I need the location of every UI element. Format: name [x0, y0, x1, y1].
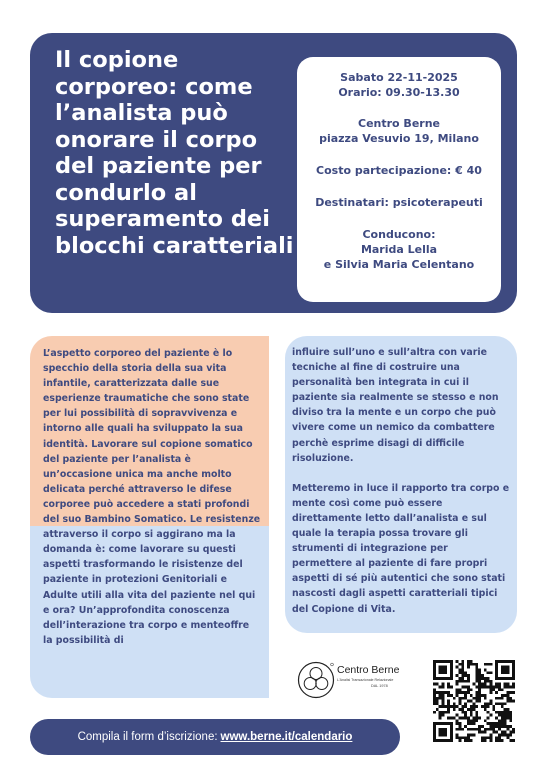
logo-name: Centro Berne [337, 664, 400, 676]
body-text-right [292, 345, 510, 617]
event-date: Sabato 22-11-2025 [340, 71, 458, 84]
leaders-label: Conducono: [362, 228, 436, 241]
centro-berne-logo-icon [296, 660, 336, 700]
footer-prefix: Compila il form d’iscrizione: [77, 731, 218, 743]
centro-berne-logo [296, 660, 421, 700]
logo-tagline: L’Analisi Transazionale Relazionale [337, 678, 394, 682]
qr-code-icon[interactable] [433, 660, 515, 742]
venue-name: Centro Berne [358, 117, 440, 130]
leader-1: Marida Lella [360, 243, 438, 256]
body-paragraph-2: Metteremo in luce il rapporto tra corpo e mente così come può essere direttamente letto dall’analista e sul quale la terapia possa trovare gli strumenti di integrazione per permettere al paziente di fare propri aspetti di sé più autentici che sono stati nascosti dagli aspetti caratteriali tipici del Copione di Vita. [292, 482, 510, 615]
event-audience: Destinatari: psicoterapeuti [315, 196, 483, 209]
page-title: Il copione corporeo: come l’analista può onorare il corpo del paziente per condurlo al superamento dei blocchi caratteriali [55, 47, 294, 259]
logo-since: DAL 1978 [371, 684, 388, 688]
event-cost: Costo partecipazione: € 40 [316, 164, 482, 177]
event-info-card [297, 57, 501, 302]
calendar-link[interactable]: www.berne.it/calendario [220, 731, 353, 743]
leader-2: e Silvia Maria Celentano [323, 258, 475, 271]
event-time: Orario: 09.30-13.30 [338, 86, 460, 99]
body-text-left: L’aspetto corporeo del paziente è lo specchio della storia della sua vita infantile, caratterizzata dalle sue esperienze traumatiche che sono state per lui possibilità di sopravvivenza e intorno alle quali ha sviluppato la sua identità. Lavorare sul copione somatico del paziente per l’analista è un’occasione unica ma anche molto delicata perché attraverso le difese corporee può accedere a stati profondi del suo Bambino Somatico. Le resistenze attraverso il corpo si aggirano ma la domanda è: come lavorare su questi aspetti trasformando le risistenze del paziente in protezioni Genitoriali e Adulte utili alla vita del paziente nel qui e ora? Un’approfondita conoscenza dell’interazione tra corpo e menteoffre la possibilità di [43, 348, 261, 646]
body-paragraph-1: influire sull’uno e sull’altra con varie tecniche al fine di costruire una personalità ben integrata in cui il paziente sia realmente se stesso e non diviso tra la mente e un corpo che può vivere come un nemico da combattere perchè esprime disagi di difficile risoluzione. [292, 347, 499, 464]
footer-bar [30, 719, 400, 755]
venue-address: piazza Vesuvio 19, Milano [319, 132, 479, 145]
